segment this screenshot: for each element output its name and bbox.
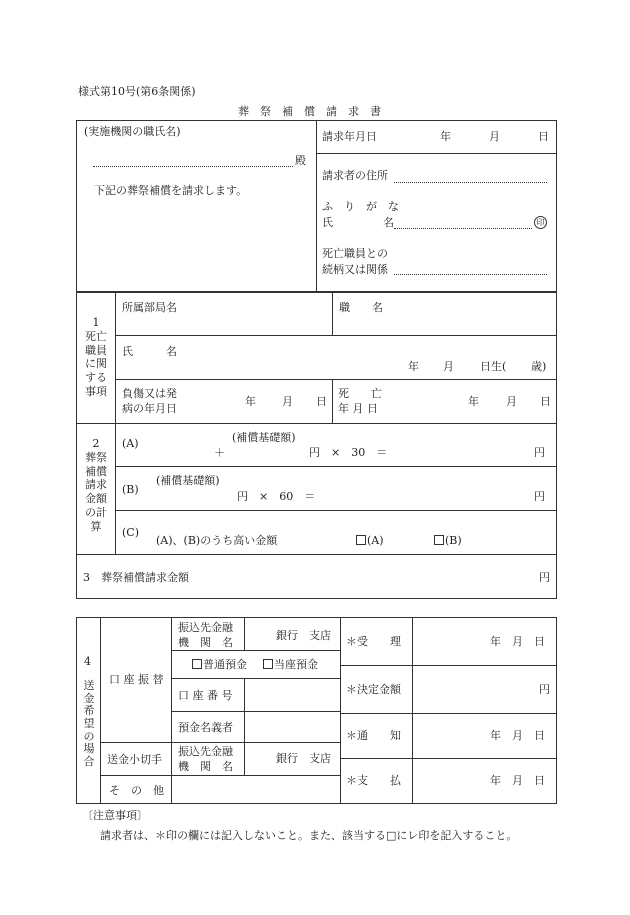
official-name-field[interactable] (93, 166, 293, 167)
calc-b-yen: 円 (534, 490, 545, 503)
section1-side-label: 1 死亡 職員 に関 する 事項 (85, 316, 107, 398)
injury-year: 年 (245, 395, 256, 408)
calc-b-basic: (補償基礎額) (156, 474, 220, 487)
death-label-2: 年 月 日 (338, 402, 378, 415)
calc-a-plus: ＋ (214, 446, 225, 459)
form-number: 様式第10号(第6条関係) (78, 85, 196, 98)
death-month: 月 (506, 395, 517, 408)
checkbox-a[interactable] (356, 535, 366, 545)
birth-day: 日生( (480, 360, 507, 373)
name-label-1: 氏 (322, 216, 333, 229)
notes-heading: 〔注意事項〕 (82, 809, 148, 822)
checkbox-b[interactable] (434, 535, 444, 545)
payment-date: 年 月 日 (490, 774, 545, 787)
checkbox-ordinary[interactable] (192, 659, 202, 669)
death-label-1: 死 亡 (338, 387, 382, 400)
total-amount-yen: 円 (539, 571, 550, 584)
calc-a-label: (A) (122, 437, 139, 450)
account-transfer-label: 口 座 振 替 (109, 673, 164, 686)
injury-label-1: 負傷又は発 (122, 387, 177, 400)
calc-b-formula: 円 × 60 ＝ (237, 490, 316, 503)
receipt-date: 年 月 日 (490, 635, 545, 648)
other-label: そ の 他 (109, 784, 164, 797)
request-date-year: 年 (440, 130, 451, 143)
deposit-checking[interactable]: 当座預金 (263, 659, 318, 670)
bank2-label-1: 振込先金融 (178, 745, 233, 758)
death-day: 日 (540, 395, 551, 408)
checkbox-checking[interactable] (263, 659, 273, 669)
relation-label-2: 続柄又は関係 (322, 263, 388, 276)
address-field[interactable] (394, 182, 547, 183)
choice-b[interactable]: (B) (434, 535, 462, 546)
official-label: (実施機関の職氏名) (84, 125, 181, 138)
injury-month: 月 (282, 395, 293, 408)
furigana-label: ふ り が な (322, 200, 399, 213)
birth-year: 年 (408, 360, 419, 373)
calc-b-label: (B) (122, 483, 139, 496)
total-amount-label: 3 葬祭補償請求金額 (83, 571, 189, 584)
name-label-2: 名 (383, 216, 394, 229)
request-date-month: 月 (489, 130, 500, 143)
bank2-branch: 銀行 支店 (276, 752, 331, 765)
section4-number: 4 (84, 655, 91, 668)
bank-label-1: 振込先金融 (178, 621, 233, 634)
decided-amount-label: ＊決定金額 (346, 683, 401, 696)
form-title: 葬 祭 補 償 請 求 書 (238, 105, 381, 118)
receipt-label: ＊受 理 (346, 635, 401, 648)
death-year: 年 (468, 395, 479, 408)
injury-day: 日 (316, 395, 327, 408)
payment-label: ＊支 払 (346, 774, 401, 787)
calc-a-yen: 円 (534, 446, 545, 459)
notice-date: 年 月 日 (490, 729, 545, 742)
section4-side-label: 送 金 希 望 の 場 合 (83, 679, 95, 768)
deposit-ordinary[interactable]: 普通預金 (192, 659, 247, 670)
relation-field[interactable] (394, 274, 547, 275)
calc-a-formula: 円 × 30 ＝ (309, 446, 388, 459)
request-date-label: 請求年月日 (322, 130, 377, 143)
seal-mark: 印 (534, 216, 547, 229)
injury-label-2: 病の年月日 (122, 402, 177, 415)
bank-label-2: 機 関 名 (178, 636, 233, 649)
section2-side-label: 2 葬祭 補償 請求 金額 の計 算 (85, 437, 107, 533)
calc-c-label: (C) (122, 526, 139, 539)
request-date-day: 日 (538, 130, 549, 143)
request-text: 下記の葬祭補償を請求します。 (94, 184, 248, 197)
claimant-name-field[interactable] (394, 228, 532, 229)
choice-a[interactable]: (A) (356, 535, 384, 546)
bank-branch: 銀行 支店 (276, 629, 331, 642)
relation-label-1: 死亡職員との (322, 247, 388, 260)
remittance-check-label: 送金小切手 (107, 753, 162, 766)
birth-month: 月 (443, 360, 454, 373)
age-label: 歳) (531, 360, 547, 373)
decided-amount-yen: 円 (539, 683, 550, 696)
dono-label: 殿 (295, 154, 306, 167)
calc-a-basic: (補償基礎額) (232, 431, 296, 444)
bank2-label-2: 機 関 名 (178, 760, 233, 773)
deceased-name-label: 氏 名 (122, 345, 177, 358)
account-number-label: 口 座 番 号 (178, 689, 233, 702)
post-label: 職 名 (339, 301, 383, 314)
notes-text: 請求者は、＊印の欄には記入しないこと。また、該当する□にレ印を記入すること。 (100, 829, 518, 842)
notice-label: ＊通 知 (346, 729, 401, 742)
address-label: 請求者の住所 (322, 169, 388, 182)
account-holder-label: 預金名義者 (178, 721, 233, 734)
dept-label: 所属部局名 (122, 301, 177, 314)
calc-c-text: (A)、(B)のうち高い金額 (156, 534, 278, 547)
